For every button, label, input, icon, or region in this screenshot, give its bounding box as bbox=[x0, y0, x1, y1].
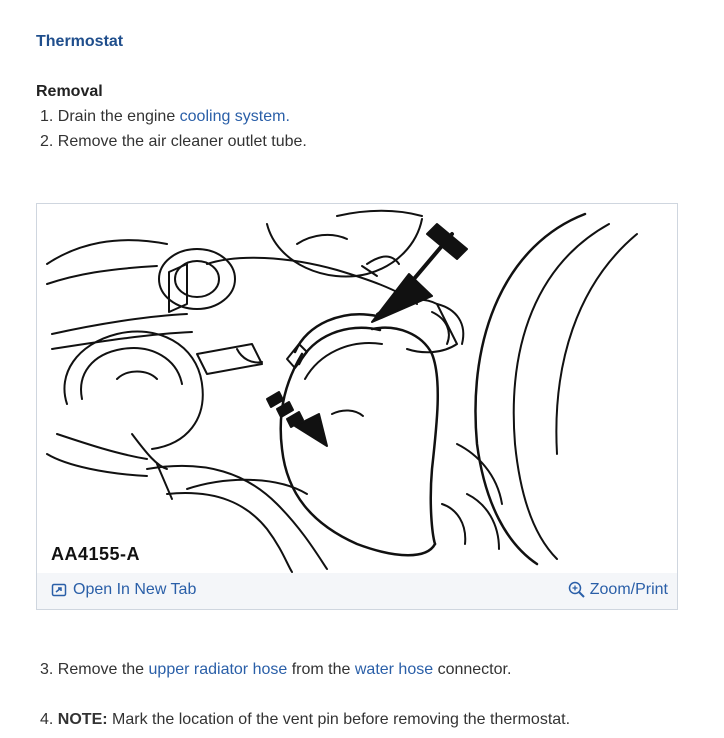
water-hose-link[interactable]: water hose bbox=[354, 661, 434, 678]
step-3 bbox=[40, 661, 511, 679]
open-new-tab-button[interactable] bbox=[51, 581, 196, 599]
step-2 bbox=[40, 133, 307, 151]
step-number: 3. bbox=[40, 661, 54, 678]
figure-toolbar bbox=[37, 573, 677, 609]
open-new-tab-label: Open In New Tab bbox=[73, 581, 197, 598]
zoom-print-button[interactable] bbox=[568, 581, 668, 599]
step-text: from the bbox=[287, 661, 355, 678]
figure-container bbox=[36, 203, 678, 610]
note-label: NOTE: bbox=[57, 711, 108, 728]
link-period[interactable]: . bbox=[285, 108, 290, 125]
zoom-print-label: Zoom/Print bbox=[589, 581, 668, 598]
step-1 bbox=[40, 108, 290, 126]
step-text: Mark the location of the vent pin before removing the thermostat. bbox=[107, 711, 571, 728]
step-text: connector. bbox=[433, 661, 512, 678]
step-number: 4. bbox=[40, 711, 54, 728]
cooling-system-link[interactable]: cooling system bbox=[179, 108, 286, 125]
step-4 bbox=[40, 711, 570, 729]
figure-label: AA4155-A bbox=[51, 544, 141, 564]
step-number: 1. bbox=[40, 108, 54, 125]
engine-illustration bbox=[37, 204, 677, 574]
section-heading: Removal bbox=[36, 83, 103, 100]
step-text: Remove the air cleaner outlet tube. bbox=[57, 133, 307, 150]
step-text: Remove the bbox=[57, 661, 149, 678]
step-number: 2. bbox=[40, 133, 54, 150]
zoom-plus-icon bbox=[568, 581, 586, 599]
open-new-tab-icon bbox=[51, 582, 67, 598]
upper-radiator-hose-link[interactable]: upper radiator hose bbox=[148, 661, 288, 678]
step-text: Drain the engine bbox=[57, 108, 180, 125]
page-title: Thermostat bbox=[36, 33, 124, 50]
